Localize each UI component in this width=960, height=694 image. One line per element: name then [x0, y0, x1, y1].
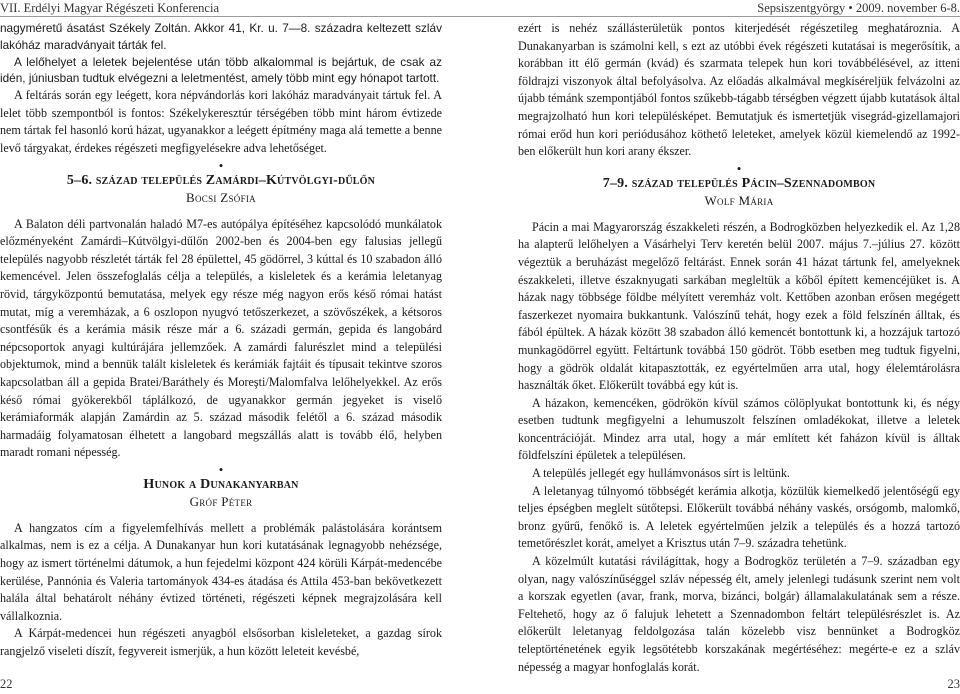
section-title: 7–9. század település Pácin–Szennadombon: [602, 175, 876, 191]
body-paragraph: Pácin a mai Magyarország északkeleti részén, a Bodrogközben helyezkedik el. Az 1,28 ha alapterű lelőhelyen a Vásárhelyi Terv keretén belül 2007. május 7.–július 27. között végeztük a beruházást megelőző feltárást. Ennek során 41 házat tártunk fel, amelyeknek északkeleti, illetve északnyugati sarkában megleltük a kőből épített kemencéjüket is. A házak nagy többsége földbe mélyített veremház volt. Kettőben azonban erősen megégett faszerkezet nyomaira bukkantunk. Valószínű tehát, hogy ezek a föld felszínén álltak, és fából épültek. A házak között 38 szabadon álló kemencét bontottunk ki, a hozzájuk tartozó munkagödörrel együtt. Feltártunk továbbá 150 gödröt. Több esetben meg tudtuk figyelni, hogy a gödrök oldalát kitapasztották, ez egyértelműen arra utal, hogy élelemtárolásra használták őket. Előkerült továbbá egy kút is.: [518, 219, 960, 393]
section-author: Bocsi Zsófia: [186, 189, 256, 205]
left-column: [0, 20, 442, 661]
body-paragraph: A Kárpát-medencei hun régészeti anyagból elsősorban kisleleteket, a gazdag sírok rangjelző viseleti díszít, fegyvereit ismerjük, a hun között leleteit kevésbé,: [0, 626, 442, 659]
body-paragraph: A Balaton déli partvonalán haladó M7-es autópálya építéséhez kapcsolódó munkálatok előzményeként Zamárdi–Kútvölgyi-dűlőn 2002-ben és 2004-ben egy falusias jellegű település nagyobb részletét tárták fel 28 épülettel, 45 gödörrel, 3 kúttal és 10 szabadon álló kemencével. Jelen összefoglalás célja a település, a kisleletek és a kerámia leletanyag rövid, tárgyközpontú bemutatása, melyek egy része még nagyon erős késő római hatást mutat, míg a veremházak, a 6 oszlopon nyugvó tetőszerkezet, a szövőszékek, a kétsoros csontfésűk és a kerámia másik része már a 6. századi germán, gepida és langobárd népcsoportok anyagi kultúrájára jellemzőek. A zamárdi falurészlet mind a települési objektumok, mind a bennük talált kisleletek és kerámiák fajtáit és típusait tekintve szoros kapcsolatban áll a gepida Bratei/Baráthely és Moreşti/Malomfalva lelőhelyekkel. Az erős késő római gyökerekből táplálkozó, de ugyanakkor germán jegyeket is viselő kerámiaformák alapján Zamárdin az 5. század második felétől a 6. század második harmadáig folyamatosan élhetett a langobard megszállás alatt is tovább élő, helyben maradt romani népesség.: [0, 216, 442, 460]
body-paragraph: A feltárás során egy leégett, kora népvándorlás kori lakóház maradványait tártuk fel. A lelet több szempontból is fontos: Székelykeresztúr térségében több mint három évtizede nem tártak fel hasonló korú házat, ugyanakkor a leégett építmény maga alá temette a benne levő tárgyakat, érdekes régészeti megfigyelésekre adva lehetőséget.: [0, 88, 442, 155]
section-separator-dot: •: [218, 461, 224, 477]
running-header-right: Sepsiszentgyörgy • 2009. november 6-8.: [757, 1, 960, 15]
body-paragraph: A házakon, kemencéken, gödrökön kívül számos cölöplyukat bontottunk ki, és négy esetben tudtunk megfigyelni a lehumuszolt felszínen omladékokat, illetve a leletek koncentrációját. Mindez arra utal, hogy a már említett két faházon kívül is álltak földfelszíni épületek a településen.: [518, 395, 960, 463]
body-paragraph: A település jellegét egy hullámvonásos sírt is leltünk.: [532, 466, 790, 481]
body-paragraph: A lelőhelyet a leletek bejelentése után több alkalommal is bejártuk, de csak az idén, júniusban tudtuk elvégezni a leletmentést, amely több mint egy hónapot tartott.: [0, 54, 442, 86]
section-title: Hunok a Dunakanyarban: [143, 476, 299, 492]
body-paragraph: nagyméretű ásatást Székely Zoltán. Akkor 41, Kr. u. 7—8. századra keltezett szláv lakóház maradványait tárták fel.: [0, 21, 442, 52]
right-column: [518, 20, 960, 676]
header-rule: [0, 16, 960, 17]
section-author: Wolf Mária: [704, 192, 774, 208]
running-header-left: VII. Erdélyi Magyar Régészeti Konferencia: [0, 1, 220, 15]
page-number-left: 22: [0, 677, 13, 691]
section-title: 5–6. század település Zamárdi–Kútvölgyi-dűlőn: [66, 172, 376, 188]
body-paragraph: A közelmúlt kutatási rávilágíttak, hogy a Bodrogköz területén a 7–9. században egy olyan, nagy valószínűséggel szláv népesség élt, amely jelenlegi tudásunk szerint nem volt a korszak egyetlen (avar, frank, morva, bizánci, bolgár) államalakulatának sem a része. Feltehető, hogy az ő falujuk lehetett a Szennadombon feltárt településrészlet is. Az előkerült leletanyag feldolgozása talán közelebb visz bennünket a Bodrogköz teleptörténetének egyik legsötétebb korszakának megértéséhez: megérte-e ez a szláv népesség a magyar honfoglalás korát.: [518, 554, 960, 674]
body-paragraph: A leletanyag túlnyomó többségét kerámia alkotja, közülük kiemelkedő jelentőségű egy teljes épségben meglelt sütőtepsi. Előkerült továbbá néhány vaskés, orsógomb, malomkő, bronz gyűrű, fenőkő is. A leletek egyértelműen jelzik a település és a hozzá tartozó temetőrészlet korát, amelyet a Krisztus után 7–9. századra tehetünk.: [518, 483, 960, 551]
section-separator-dot: •: [218, 157, 224, 173]
body-paragraph: A hangzatos cím a figyelemfelhívás mellett a problémák palástolására korántsem alkalmas, nem is ez a célja. A Dunakanyar hun kori kutatásának legnagyobb nehézsége, hogy az ismert történelmi dátumok, a hun fejedelmi központ 424 körüli Kárpát-medencébe kerülése, Pannónia és Valeria tartományok 434-es átadása és Attila 453-ban bekövetkezett halála által behatárolt néhány évtized történeti, régészeti képnek megrajzolására kell vállalkoznia.: [0, 520, 442, 623]
page-number-right: 23: [947, 677, 960, 691]
section-separator-dot: •: [736, 160, 742, 176]
section-author: Gróf Péter: [189, 493, 253, 509]
body-paragraph: ezért is nehéz szállásterületük pontos kiterjedését régészetileg meghatároznia. A Dunakanyarban is számolni kell, s ezt az utóbbi évek régészeti kutatásai is megerősítik, a korábban itt élő germán (kvád) és szarmata telepek hun kori továbbélésével, az itteni földrajzi viszonyok által befolyásolva. Az előadás alkalmával megkíséreljük felvázolni az újabb témánk szempontjából fontos szűkebb-tágabb térségben végzett újabb kutatások által megrajzolható hun kori településképet. Bemutatjuk és ismertetjük visegrád-gizellamajori római erőd hun kori periódusához köthető leleteket, amelyek közül kiemelendő az 1992-ben előkerült hun kori arany ékszer.: [518, 21, 960, 159]
